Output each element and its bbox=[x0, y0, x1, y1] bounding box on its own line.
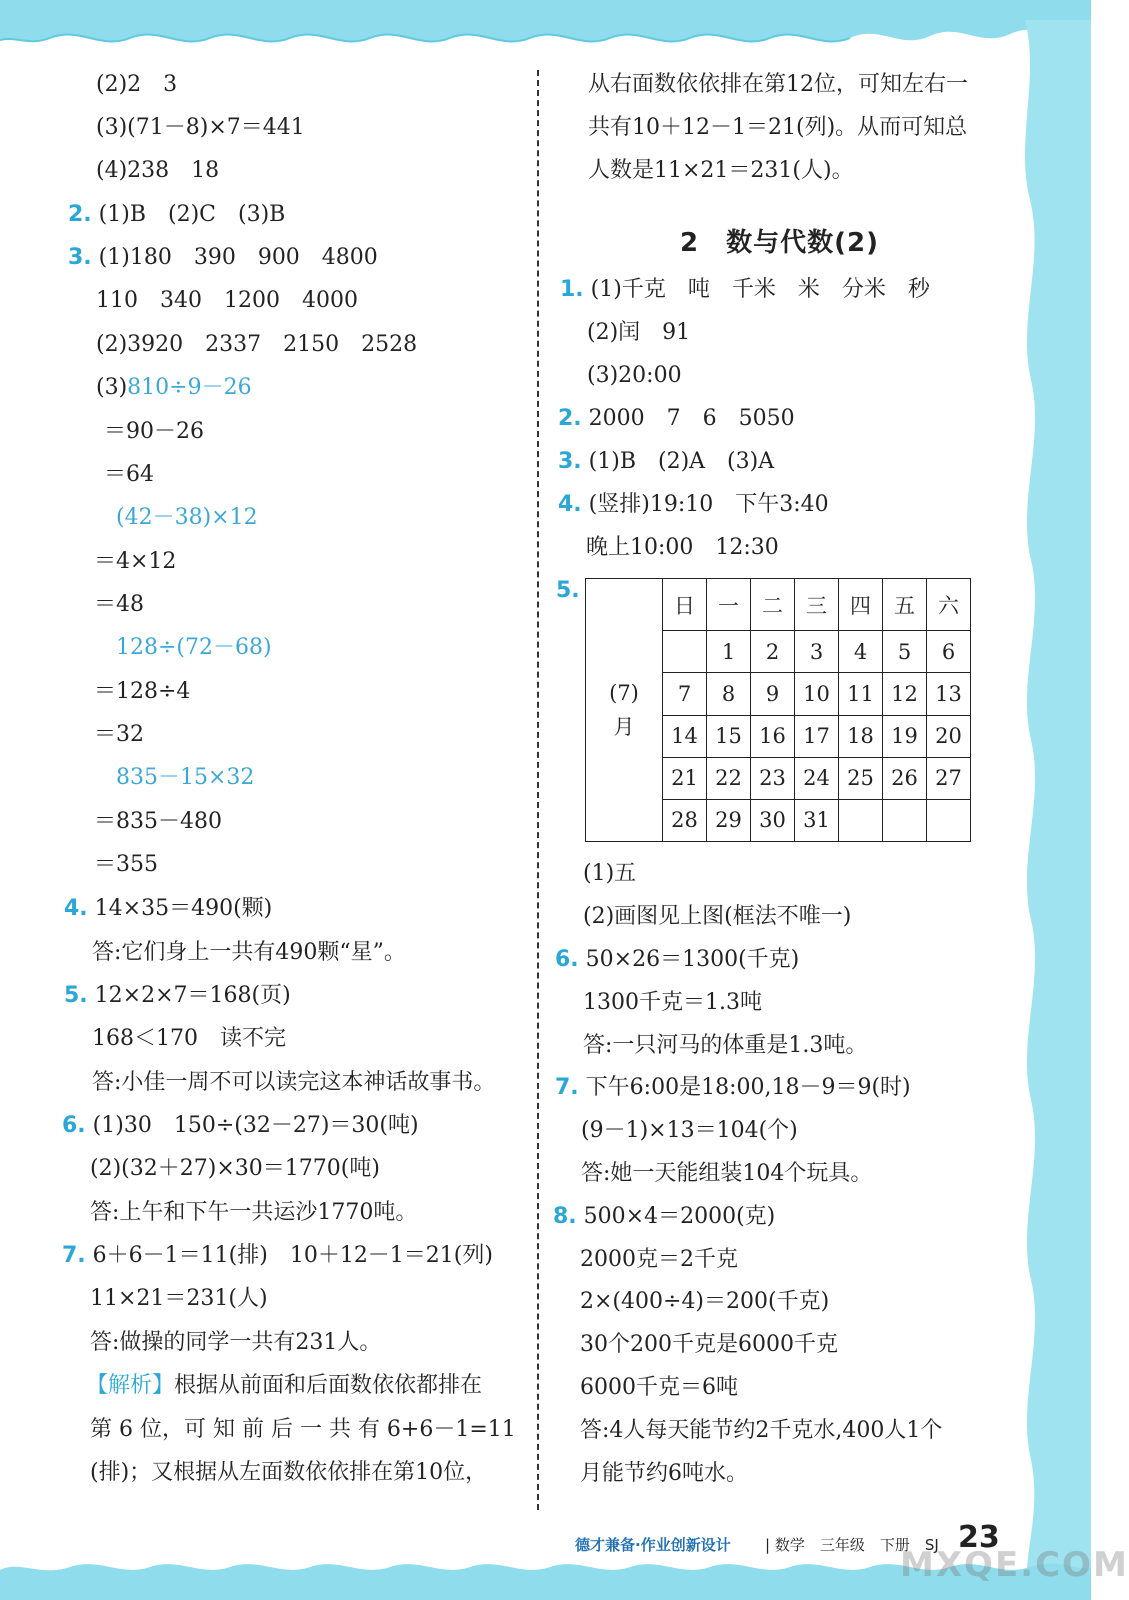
calendar-day: 24 bbox=[795, 757, 839, 799]
calendar-table bbox=[585, 578, 971, 842]
calendar-day: 6 bbox=[927, 631, 971, 673]
question-number: 6. bbox=[62, 1113, 86, 1138]
question-number: 3. bbox=[558, 449, 582, 474]
calendar-day: 1 bbox=[707, 631, 751, 673]
calendar-day: 13 bbox=[927, 673, 971, 715]
answer-line: ＝48 bbox=[94, 592, 144, 617]
section-title: 2 数与代数(2) bbox=[680, 228, 879, 258]
analysis-text: 根据从前面和后面数依依都排在 bbox=[174, 1373, 483, 1398]
calendar-day: 20 bbox=[927, 715, 971, 757]
answer-line: 答:她一天能组装104个玩具。 bbox=[581, 1161, 873, 1186]
calendar-day: 14 bbox=[663, 715, 707, 757]
answer-line: (2)画图见上图(框法不唯一) bbox=[583, 904, 852, 929]
analysis-line: 共有10＋12－1＝21(列)。从而可知总 bbox=[588, 115, 968, 140]
footer-info: | 数学 三年级 下册 SJ bbox=[765, 1536, 939, 1554]
answer-text: (1)180 390 900 4800 bbox=[98, 245, 378, 270]
column-divider bbox=[537, 70, 539, 1510]
calendar-header: 五 bbox=[883, 579, 927, 631]
calendar-header: 四 bbox=[839, 579, 883, 631]
calendar-day: 23 bbox=[751, 757, 795, 799]
answer-line: 1300千克＝1.3吨 bbox=[583, 990, 762, 1015]
question-item bbox=[553, 1202, 775, 1232]
page-number: 23 bbox=[958, 1520, 1000, 1555]
calendar-header: 二 bbox=[751, 579, 795, 631]
answer-text: (1)千克 吨 千米 米 分米 秒 bbox=[590, 277, 930, 302]
calendar-header-row bbox=[586, 579, 971, 631]
calendar-day: 29 bbox=[707, 799, 751, 841]
answer-text: (1)B (2)A (3)A bbox=[588, 449, 775, 474]
answer-text: (1)B (2)C (3)B bbox=[98, 202, 286, 227]
calendar-day: 8 bbox=[707, 673, 751, 715]
calendar-day: 9 bbox=[751, 673, 795, 715]
answer-line: 答:上午和下午一共运沙1770吨。 bbox=[90, 1200, 418, 1225]
calendar-day: 2 bbox=[751, 631, 795, 673]
answer-line: 110 340 1200 4000 bbox=[96, 288, 358, 313]
answer-line: (1)五 bbox=[583, 861, 637, 886]
analysis-tag: 【解析】 bbox=[86, 1373, 175, 1398]
right-decorative-band bbox=[1005, 20, 1091, 1580]
question-item bbox=[558, 404, 795, 434]
answer-line: ＝90－26 bbox=[104, 419, 204, 444]
calendar-day: 11 bbox=[839, 673, 883, 715]
question-number: 4. bbox=[64, 896, 88, 921]
answer-line: 6000千克＝6吨 bbox=[580, 1375, 738, 1400]
question-item bbox=[64, 894, 272, 924]
question-number: 8. bbox=[553, 1204, 577, 1229]
calendar-day: 17 bbox=[795, 715, 839, 757]
answer-line: (3)20:00 bbox=[587, 363, 682, 388]
question-item bbox=[558, 490, 829, 520]
calendar-header: 三 bbox=[795, 579, 839, 631]
answer-line: (2)闰 91 bbox=[587, 320, 691, 345]
question-number: 7. bbox=[62, 1243, 86, 1268]
answer-line: (3)(71－8)×7＝441 bbox=[96, 115, 305, 140]
answer-line: (2)2 3 bbox=[96, 72, 178, 97]
calendar-day: 21 bbox=[663, 757, 707, 799]
analysis-line: 人数是11×21＝231(人)。 bbox=[588, 158, 854, 183]
calendar-day: 4 bbox=[839, 631, 883, 673]
answer-text: 14×35＝490(颗) bbox=[94, 896, 273, 921]
answer-text: (3) bbox=[96, 375, 128, 400]
answer-text: (竖排)19:10 下午3:40 bbox=[588, 492, 829, 517]
month-label-line: (7) bbox=[609, 681, 639, 705]
question-number: 7. bbox=[555, 1075, 579, 1100]
answer-text: 6＋6－1＝11(排) 10＋12－1＝21(列) bbox=[92, 1243, 493, 1268]
analysis-line bbox=[86, 1371, 482, 1401]
analysis-line: (排)；又根据从左面数依依排在第10位， bbox=[90, 1460, 488, 1485]
answer-line: 答:小佳一周不可以读完这本神话故事书。 bbox=[92, 1070, 496, 1095]
question-number: 5. bbox=[64, 983, 88, 1008]
footer-brand: 德才兼备·作业创新设计 bbox=[575, 1536, 731, 1554]
answer-line: 30个200千克是6000千克 bbox=[580, 1332, 838, 1357]
calendar-header: 一 bbox=[707, 579, 751, 631]
watermark: MXQE.COM bbox=[900, 1545, 1129, 1585]
expression-blue: (42－38)×12 bbox=[116, 505, 258, 530]
answer-line: 2×(400÷4)＝200(千克) bbox=[580, 1289, 830, 1314]
calendar-day: 3 bbox=[795, 631, 839, 673]
calendar-month-label bbox=[586, 579, 663, 842]
answer-text: 500×4＝2000(克) bbox=[583, 1204, 776, 1229]
calendar-day: 5 bbox=[883, 631, 927, 673]
question-item bbox=[62, 1241, 493, 1271]
calendar-day: 31 bbox=[795, 799, 839, 841]
calendar-day: 18 bbox=[839, 715, 883, 757]
answer-line: ＝64 bbox=[104, 462, 154, 487]
analysis-line: 从右面数依依排在第12位，可知左右一 bbox=[588, 72, 968, 97]
question-item bbox=[555, 1073, 911, 1103]
question-number: 5. bbox=[556, 578, 580, 603]
top-wave-border bbox=[0, 0, 1091, 60]
answer-line: (4)238 18 bbox=[96, 158, 220, 183]
question-item bbox=[558, 447, 774, 477]
calendar-day: 28 bbox=[663, 799, 707, 841]
calendar-day: 19 bbox=[883, 715, 927, 757]
question-item bbox=[62, 1111, 419, 1141]
calendar-day: 26 bbox=[883, 757, 927, 799]
answer-line: 11×21＝231(人) bbox=[90, 1286, 268, 1311]
answer-line: 2000克＝2千克 bbox=[580, 1247, 738, 1272]
answer-line: 168＜170 读不完 bbox=[92, 1026, 286, 1051]
answer-line: (2)3920 2337 2150 2528 bbox=[96, 332, 418, 357]
calendar-day: 30 bbox=[751, 799, 795, 841]
calendar-day: 22 bbox=[707, 757, 751, 799]
answer-line: 晚上10:00 12:30 bbox=[586, 535, 779, 560]
calendar-day bbox=[883, 799, 927, 841]
calendar-header: 日 bbox=[663, 579, 707, 631]
answer-line: (9－1)×13＝104(个) bbox=[581, 1118, 798, 1143]
answer-line: 答:一只河马的体重是1.3吨。 bbox=[583, 1033, 868, 1058]
question-item bbox=[560, 275, 930, 305]
answer-line: ＝355 bbox=[94, 852, 158, 877]
answer-text: 下午6:00是18:00,18－9＝9(时) bbox=[585, 1075, 911, 1100]
question-item bbox=[555, 945, 799, 975]
answer-line: ＝835－480 bbox=[94, 809, 222, 834]
answer-line: 月能节约6吨水。 bbox=[580, 1461, 748, 1486]
answer-text: 50×26＝1300(千克) bbox=[585, 947, 800, 972]
calendar-day: 27 bbox=[927, 757, 971, 799]
answer-line: ＝32 bbox=[94, 722, 144, 747]
expression-blue: 810÷9－26 bbox=[127, 375, 252, 400]
question-number: 6. bbox=[555, 947, 579, 972]
calendar-day: 10 bbox=[795, 673, 839, 715]
expression-blue: 835－15×32 bbox=[116, 765, 255, 790]
question-item bbox=[68, 243, 378, 273]
question-item bbox=[68, 200, 285, 230]
answer-line bbox=[96, 373, 252, 403]
question-number: 2. bbox=[558, 406, 582, 431]
answer-line: ＝128÷4 bbox=[94, 679, 191, 704]
question-item bbox=[64, 981, 291, 1011]
answer-line: 答:它们身上一共有490颗“星”。 bbox=[92, 940, 406, 965]
question-number: 4. bbox=[558, 492, 582, 517]
answer-line: 答:4人每天能节约2千克水,400人1个 bbox=[580, 1418, 943, 1443]
question-number: 1. bbox=[560, 277, 584, 302]
answer-line: (2)(32＋27)×30＝1770(吨) bbox=[90, 1156, 380, 1181]
calendar-day bbox=[663, 631, 707, 673]
calendar-header: 六 bbox=[927, 579, 971, 631]
answer-text: 2000 7 6 5050 bbox=[588, 406, 795, 431]
calendar-day bbox=[839, 799, 883, 841]
calendar-day: 12 bbox=[883, 673, 927, 715]
analysis-line: 第 6 位，可 知 前 后 一 共 有 6+6－1=11 bbox=[90, 1417, 516, 1442]
question-number: 3. bbox=[68, 245, 92, 270]
answer-text: (1)30 150÷(32－27)＝30(吨) bbox=[92, 1113, 419, 1138]
calendar-day: 16 bbox=[751, 715, 795, 757]
answer-line: ＝4×12 bbox=[94, 549, 177, 574]
month-label-line: 月 bbox=[613, 715, 635, 739]
calendar-day bbox=[927, 799, 971, 841]
calendar-day: 25 bbox=[839, 757, 883, 799]
calendar-day: 7 bbox=[663, 673, 707, 715]
expression-blue: 128÷(72－68) bbox=[116, 635, 272, 660]
calendar-day: 15 bbox=[707, 715, 751, 757]
question-number: 2. bbox=[68, 202, 92, 227]
answer-line: 答:做操的同学一共有231人。 bbox=[90, 1330, 382, 1355]
answer-text: 12×2×7＝168(页) bbox=[94, 983, 291, 1008]
question-number-line bbox=[556, 576, 580, 606]
